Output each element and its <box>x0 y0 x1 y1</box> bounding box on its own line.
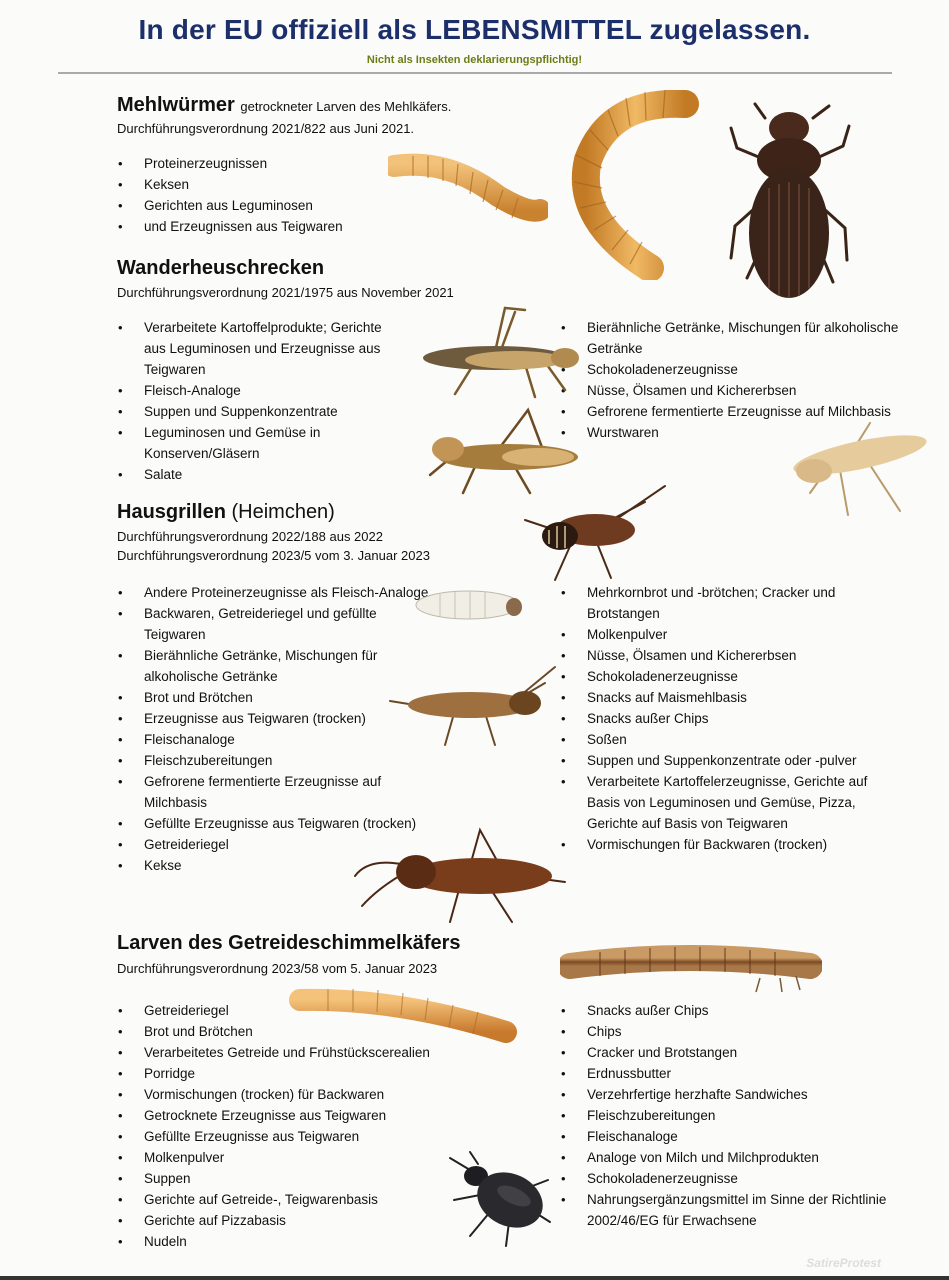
list-item: • Backwaren, Getreideriegel und gefüllte Teigwaren <box>115 603 433 645</box>
list-item: • Brot und Brötchen <box>115 1021 485 1042</box>
list-item: • Gerichte auf Getreide-, Teigwarenbasis <box>115 1189 485 1210</box>
regulation-text: Durchführungsverordnung 2023/58 vom 5. Januar 2023 <box>117 961 438 976</box>
page-title: In der EU offiziell als LEBENSMITTEL zugelassen. <box>138 14 811 45</box>
list-item: • Mehrkornbrot und -brötchen; Cracker und Brotstangen <box>558 582 893 624</box>
lesser-mealworm-icon <box>560 942 822 998</box>
list-item: • Vormischungen (trocken) für Backwaren <box>115 1084 485 1105</box>
list-item: • Brot und Brötchen <box>115 687 433 708</box>
list-item: • Nüsse, Ölsamen und Kichererbsen <box>558 645 893 666</box>
watermark: SatireProtest <box>806 1256 881 1270</box>
section-heading-hausgrillen <box>117 501 335 524</box>
list-item: • Snacks außer Chips <box>558 708 893 729</box>
list-item: • Suppen <box>115 1168 485 1189</box>
header-divider <box>58 72 892 74</box>
regulation-text: Durchführungsverordnung 2023/5 vom 3. Januar 2023 <box>117 548 430 563</box>
list-item: • Verzehrfertige herzhafte Sandwiches <box>558 1084 903 1105</box>
list-item: • Getreideriegel <box>115 1000 485 1021</box>
list-item: • Fleisch-Analoge <box>115 380 400 401</box>
food-list-hausgrillen-right <box>558 582 893 855</box>
list-item: • Fleischzubereitungen <box>558 1105 903 1126</box>
list-item: • Nudeln <box>115 1231 485 1252</box>
list-item: • Kekse <box>115 855 433 876</box>
list-item: • Molkenpulver <box>115 1147 485 1168</box>
section-title: Larven des Getreideschimmelkäfers <box>117 932 461 954</box>
list-item: • Leguminosen und Gemüse in Konserven/Gläsern <box>115 422 400 464</box>
list-item: • Molkenpulver <box>558 624 893 645</box>
list-item: • Soßen <box>558 729 893 750</box>
regulation-text: Durchführungsverordnung 2021/822 aus Juni 2021. <box>117 121 415 136</box>
mealworm-icon <box>288 984 518 1052</box>
section-title-paren: (Heimchen) <box>231 501 335 523</box>
house-cricket-icon <box>350 826 570 926</box>
list-item: • Analoge von Milch und Milchprodukten <box>558 1147 903 1168</box>
locust-icon <box>770 415 930 525</box>
page-subtitle: Nicht als Insekten deklarierungspflichtig! <box>366 54 583 66</box>
list-item: • Getrocknete Erzeugnisse aus Teigwaren <box>115 1105 485 1126</box>
list-item: • Gefüllte Erzeugnisse aus Teigwaren (trocken) <box>115 813 433 834</box>
list-item: • Suppen und Suppenkonzentrate <box>115 401 400 422</box>
section-title: Hausgrillen <box>117 501 226 523</box>
list-item: • Gerichten aus Leguminosen <box>115 195 415 216</box>
list-item: • Gefrorene fermentierte Erzeugnisse auf Milchbasis <box>115 771 433 813</box>
list-item: • Snacks auf Maismehlbasis <box>558 687 893 708</box>
food-list-wanderheuschrecken-left <box>115 317 400 485</box>
mealworm-icon <box>388 148 548 228</box>
list-item: • Schokoladenerzeugnisse <box>558 1168 903 1189</box>
section-heading-wanderheuschrecken <box>117 257 324 280</box>
list-item: • Andere Proteinerzeugnisse als Fleisch-Analoge <box>115 582 433 603</box>
list-item: • Keksen <box>115 174 415 195</box>
list-item: • Erzeugnisse aus Teigwaren (trocken) <box>115 708 433 729</box>
list-item: • Erdnussbutter <box>558 1063 903 1084</box>
list-item: • Fleischanaloge <box>558 1126 903 1147</box>
list-item: • Salate <box>115 464 400 485</box>
section-heading-getreideschimmelkaefer <box>117 932 461 955</box>
list-item: • Gefüllte Erzeugnisse aus Teigwaren <box>115 1126 485 1147</box>
list-item: • und Erzeugnissen aus Teigwaren <box>115 216 415 237</box>
house-cricket-icon <box>385 655 560 750</box>
mealworm-icon <box>560 90 700 280</box>
section-note: getrockneter Larven des Mehlkäfers. <box>240 99 452 114</box>
list-item: • Verarbeitete Kartoffelerzeugnisse, Gerichte auf Basis von Leguminosen und Gemüse, Pizza, Gerichte auf Basis von Teigwaren <box>558 771 893 834</box>
list-item: • Suppen und Suppenkonzentrate oder -pulver <box>558 750 893 771</box>
list-item: • Bierähnliche Getränke, Mischungen für alkoholische Getränke <box>115 645 433 687</box>
list-item: • Cracker und Brotstangen <box>558 1042 903 1063</box>
list-item: • Gerichte auf Pizzabasis <box>115 1210 485 1231</box>
list-item: • Snacks außer Chips <box>558 1000 903 1021</box>
list-item: • Porridge <box>115 1063 485 1084</box>
list-item: • Wurstwaren <box>558 422 908 443</box>
list-item: • Verarbeitete Kartoffelprodukte; Gerichte aus Leguminosen und Erzeugnisse aus Teigwaren <box>115 317 400 380</box>
section-title: Mehlwürmer <box>117 94 235 116</box>
list-item: • Nahrungsergänzungsmittel im Sinne der Richtlinie 2002/46/EG für Erwachsene <box>558 1189 903 1231</box>
list-item: • Schokoladenerzeugnisse <box>558 666 893 687</box>
regulation-text: Durchführungsverordnung 2021/1975 aus November 2021 <box>117 285 454 300</box>
list-item: • Verarbeitetes Getreide und Frühstückscerealien <box>115 1042 485 1063</box>
mealworm-beetle-icon <box>725 98 855 303</box>
list-item: • Gefrorene fermentierte Erzeugnisse auf Milchbasis <box>558 401 908 422</box>
bottom-border <box>0 1276 949 1280</box>
list-item: • Vormischungen für Backwaren (trocken) <box>558 834 893 855</box>
list-item: • Schokoladenerzeugnisse <box>558 359 908 380</box>
list-item: • Nüsse, Ölsamen und Kichererbsen <box>558 380 908 401</box>
list-item: • Fleischanaloge <box>115 729 433 750</box>
house-cricket-icon <box>515 480 675 590</box>
food-list-mehlwuermer <box>115 153 415 237</box>
list-item: • Chips <box>558 1021 903 1042</box>
darkling-beetle-icon <box>440 1150 555 1250</box>
list-item: • Fleischzubereitungen <box>115 750 433 771</box>
food-list-getreideschimmelkaefer-right <box>558 1000 903 1231</box>
list-item: • Proteinerzeugnissen <box>115 153 415 174</box>
section-heading-mehlwuermer <box>117 94 451 117</box>
regulation-text: Durchführungsverordnung 2022/188 aus 2022 <box>117 529 383 544</box>
list-item: • Bierähnliche Getränke, Mischungen für alkoholische Getränke <box>558 317 908 359</box>
section-title: Wanderheuschrecken <box>117 257 325 279</box>
list-item: • Getreideriegel <box>115 834 433 855</box>
cricket-larva-icon <box>410 585 525 625</box>
locust-icon <box>415 302 585 402</box>
